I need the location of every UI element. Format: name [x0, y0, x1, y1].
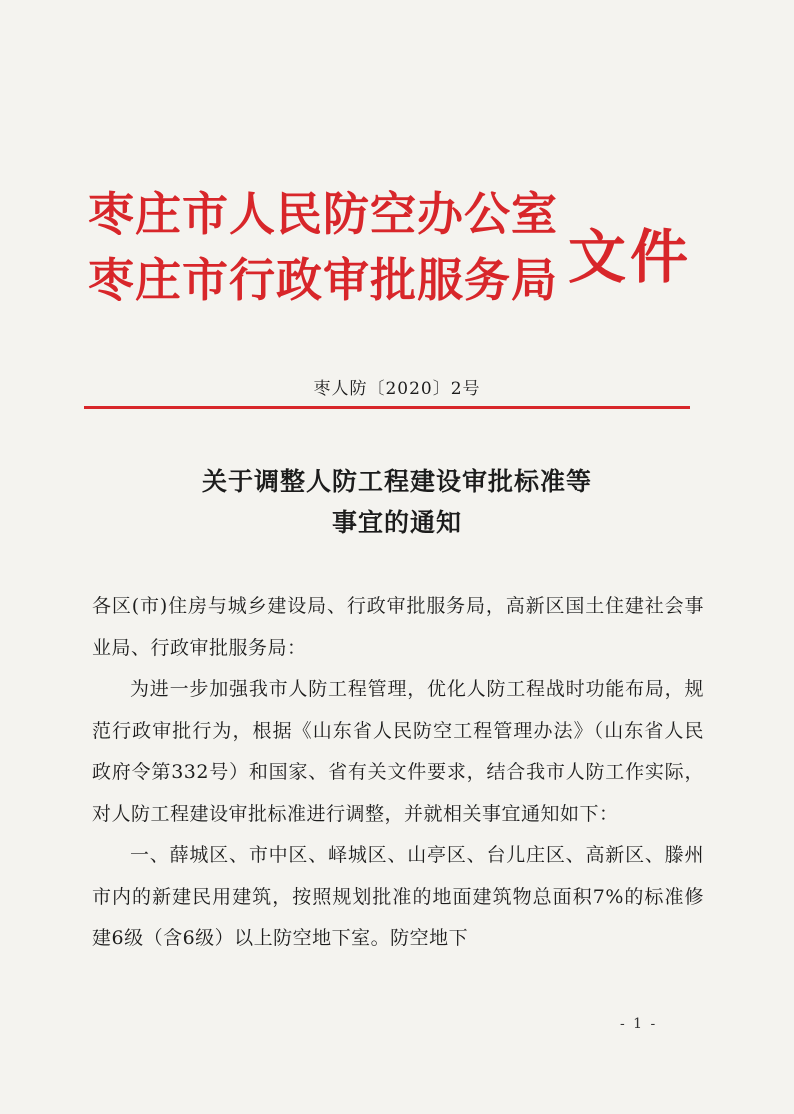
red-header [88, 178, 693, 318]
notice-title-line1: 关于调整人防工程建设审批标准等 [201, 467, 592, 496]
document-type-label: 文件 [568, 223, 693, 291]
notice-body [92, 586, 704, 960]
issuer-civil-air-defense: 枣庄市人民防空办公室 [88, 187, 558, 241]
notice-title-line2: 事宜的通知 [331, 508, 462, 537]
issuer-administrative-approval: 枣庄市行政审批服务局 [88, 253, 558, 307]
page-number: - 1 - [620, 1016, 658, 1032]
document-number: 枣人防〔2020〕2号 [313, 379, 481, 399]
recipients-line: 各区(市)住房与城乡建设局、行政审批服务局，高新区国土住建社会事业局、行政审批服务局： [92, 595, 704, 659]
body-paragraph-item-1: 一、薛城区、市中区、峄城区、山亭区、台儿庄区、高新区、滕州市内的新建民用建筑，按照规划批准的地面建筑物总面积7%的标准修建6级（含6级）以上防空地下室。防空地下 [92, 844, 704, 949]
red-divider-line [84, 406, 690, 409]
body-paragraph-intro: 为进一步加强我市人防工程管理，优化人防工程战时功能布局，规范行政审批行为，根据《山东省人民防空工程管理办法》（山东省人民政府令第332号）和国家、省有关文件要求，结合我市人防工作实际，对人防工程建设审批标准进行调整，并就相关事宜通知如下： [92, 678, 704, 825]
